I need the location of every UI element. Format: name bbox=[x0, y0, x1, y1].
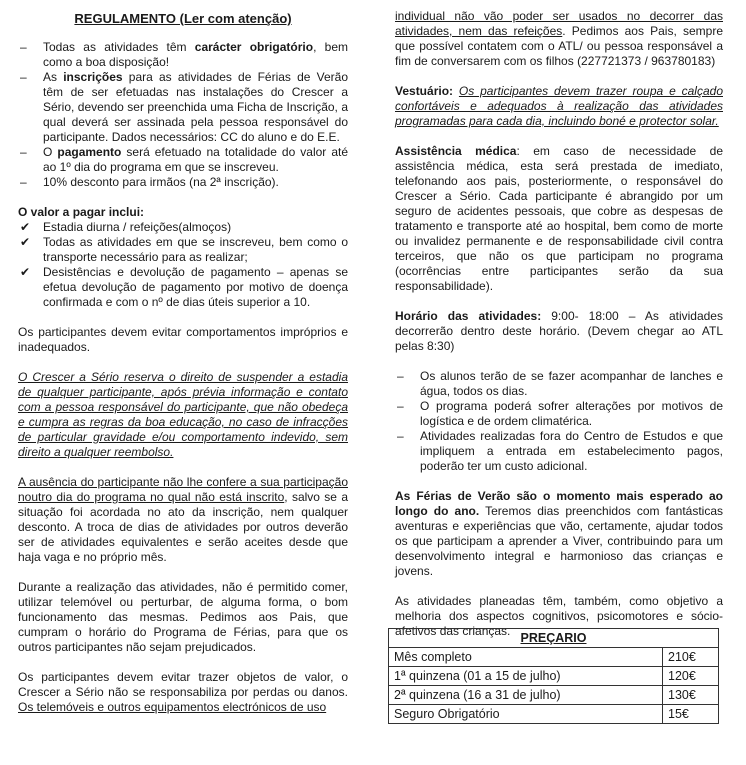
table-row bbox=[389, 648, 719, 667]
planned-activities-paragraph: As atividades planeadas têm, também, como objetivo a melhoria dos aspectos cognitivos, psicomotores e sócio-afetivos das crianças. bbox=[395, 594, 723, 638]
list-item: – Os alunos terão de se fazer acompanhar de lanches e água, todos os dias. bbox=[397, 369, 723, 398]
clothing-paragraph: Vestuário: Os participantes devem trazer roupa e calçado confortáveis e adequados à realização das atividades programadas para cada dia, incluindo boné e protector solar. bbox=[395, 84, 723, 128]
intro-list bbox=[18, 40, 348, 190]
during-activities-paragraph: Durante a realização das atividades, não é permitido comer, utilizar telemóvel ou perturbar, de alguma forma, o bom funcionamento das mesmas. Pedimos aos Pais, que cumpram o horário do Programa de Férias, para que os outros participantes não sejam prejudicados. bbox=[18, 580, 348, 654]
item-text: O bbox=[43, 145, 58, 159]
dash-marker: – bbox=[20, 40, 27, 54]
item-text: será efetuado na totalidade do valor até ao 1º dia do programa em que se inscreveu. bbox=[43, 145, 348, 174]
dash-marker: – bbox=[397, 369, 404, 383]
item-text: para as atividades de Férias de Verão têm de ser efetuadas nas instalações do Crescer a Sério, devendo ser preenchida uma Ficha de Inscrição, a qual deverá ser assinada pela pessoa responsável do participante. Dados necessários: CC do aluno e do E.E. bbox=[43, 70, 348, 144]
right-column bbox=[395, 9, 723, 639]
check-icon: ✔ bbox=[20, 220, 31, 234]
dash-marker: – bbox=[397, 399, 404, 413]
item-text: Todas as atividades têm bbox=[43, 40, 195, 54]
check-icon: ✔ bbox=[20, 265, 31, 279]
price-label: 1ª quinzena (01 a 15 de julho) bbox=[389, 667, 663, 686]
table-row bbox=[389, 667, 719, 686]
price-label: Mês completo bbox=[389, 648, 663, 667]
list-item bbox=[18, 220, 348, 235]
schedule-paragraph: Horário das atividades: 9:00- 18:00 – As atividades decorrerão dentro deste horário. (Devem chegar ao ATL pelas 8:30) bbox=[395, 309, 723, 353]
dash-marker: – bbox=[20, 175, 27, 189]
price-label: 2ª quinzena (16 a 31 de julho) bbox=[389, 686, 663, 705]
valuables-paragraph: Os participantes devem evitar trazer objetos de valor, o Crescer a Sério não se responsabiliza por perdas ou danos. Os telemóveis e outros equipamentos electrónicos de uso bbox=[18, 670, 348, 714]
item-bold: pagamento bbox=[57, 145, 122, 159]
item-text: Estadia diurna / refeições(almoços) bbox=[43, 220, 232, 234]
item-text: , bem como a boa disposição! bbox=[43, 40, 348, 69]
item-text: Todas as atividades em que se inscreveu, bem como o transporte necessário para as realizar; bbox=[43, 235, 348, 264]
price-table bbox=[388, 628, 719, 724]
table-row bbox=[389, 705, 719, 724]
includes-heading: O valor a pagar inclui: bbox=[18, 205, 145, 219]
price-value: 210€ bbox=[663, 648, 719, 667]
list-item bbox=[18, 145, 348, 175]
includes-list bbox=[18, 220, 348, 310]
price-table-header-row bbox=[389, 629, 719, 648]
dash-marker: – bbox=[20, 145, 27, 159]
table-row bbox=[389, 686, 719, 705]
check-icon: ✔ bbox=[20, 235, 31, 249]
list-item bbox=[18, 40, 348, 70]
price-value: 120€ bbox=[663, 667, 719, 686]
summer-holidays-paragraph: As Férias de Verão são o momento mais esperado ao longo do ano. Teremos dias preenchidos com fantásticas aventuras e experiências que vão, certamente, ajudar todos os que participam a aprender a Viver, contribuindo para um desenvolvimento integral e harmonioso das crianças e jovens. bbox=[395, 489, 723, 578]
price-label: Seguro Obrigatório bbox=[389, 705, 663, 724]
suspension-paragraph: O Crescer a Sério reserva o direito de suspender a estadia de qualquer participante, após prévia informação e contato com a pessoa responsável do participante, que não obedeça e cumpra as regras da boa educação, no caso de infracções de particular gravidade e/ou comportamento indevido, sem direito a qualquer reembolso. bbox=[18, 370, 348, 459]
price-value: 130€ bbox=[663, 686, 719, 705]
dash-marker: – bbox=[20, 70, 27, 84]
item-bold: carácter obrigatório bbox=[194, 40, 314, 54]
list-item: – Atividades realizadas fora do Centro de Estudos e que impliquem a entrada em estabelecimento pagos, poderão ter um custo adicional. bbox=[397, 429, 723, 473]
item-bold: inscrições bbox=[63, 70, 123, 84]
behaviour-paragraph: Os participantes devem evitar comportamentos impróprios e inadequados. bbox=[18, 325, 348, 354]
item-text: Desistências e devolução de pagamento – apenas se efetua devolução de pagamento por motivo de doença confirmada e com o nº de dias úteis superior a 10. bbox=[43, 265, 348, 309]
dash-marker: – bbox=[397, 429, 404, 443]
list-item bbox=[18, 265, 348, 310]
item-text: As bbox=[43, 70, 64, 84]
left-column bbox=[18, 0, 348, 715]
price-value: 15€ bbox=[663, 705, 719, 724]
medical-paragraph: Assistência médica: em caso de necessidade de assistência médica, esta será prestada de imediato, telefonando aos pais, posteriormente, o responsável do Crescer a Sério. Cada participante é abrangido por um seguro de acidentes pessoais, que cobre as despesas de tratamento e transporte até ao hospital, bem como de morte ou invalidez permanente e de responsabilidade civil contra terceiros, que não os que participam no programa (ocorrências entre participantes serão da sua responsabilidade). bbox=[395, 144, 723, 293]
phones-paragraph: individual não vão poder ser usados no decorrer das atividades, nem das refeições. Pedimos aos Pais, sempre que possível contatem com o ATL/ ou pessoa responsável a fim de conversarem com os filhos (227721373 / 963780183) bbox=[395, 9, 723, 68]
price-table-title: PREÇARIO bbox=[389, 629, 719, 648]
absence-paragraph: A ausência do participante não lhe confere a sua participação noutro dia do programa no qual não está inscrito, salvo se a situação foi acordada no ato da inscrição, nem qualquer desconto. A troca de dias de atividades por outros deverão ser de atividades equivalentes e serão aceites desde que haja vaga e no próprio mês. bbox=[18, 475, 348, 564]
list-item bbox=[18, 235, 348, 265]
schedule-list bbox=[395, 369, 723, 474]
list-item bbox=[18, 70, 348, 145]
item-text: 10% desconto para irmãos (na 2ª inscrição). bbox=[43, 175, 279, 189]
page-title: REGULAMENTO (Ler com atenção) bbox=[74, 11, 292, 26]
list-item: – O programa poderá sofrer alterações por motivos de logística e de ordem climatérica. bbox=[397, 399, 723, 428]
list-item bbox=[18, 175, 348, 190]
